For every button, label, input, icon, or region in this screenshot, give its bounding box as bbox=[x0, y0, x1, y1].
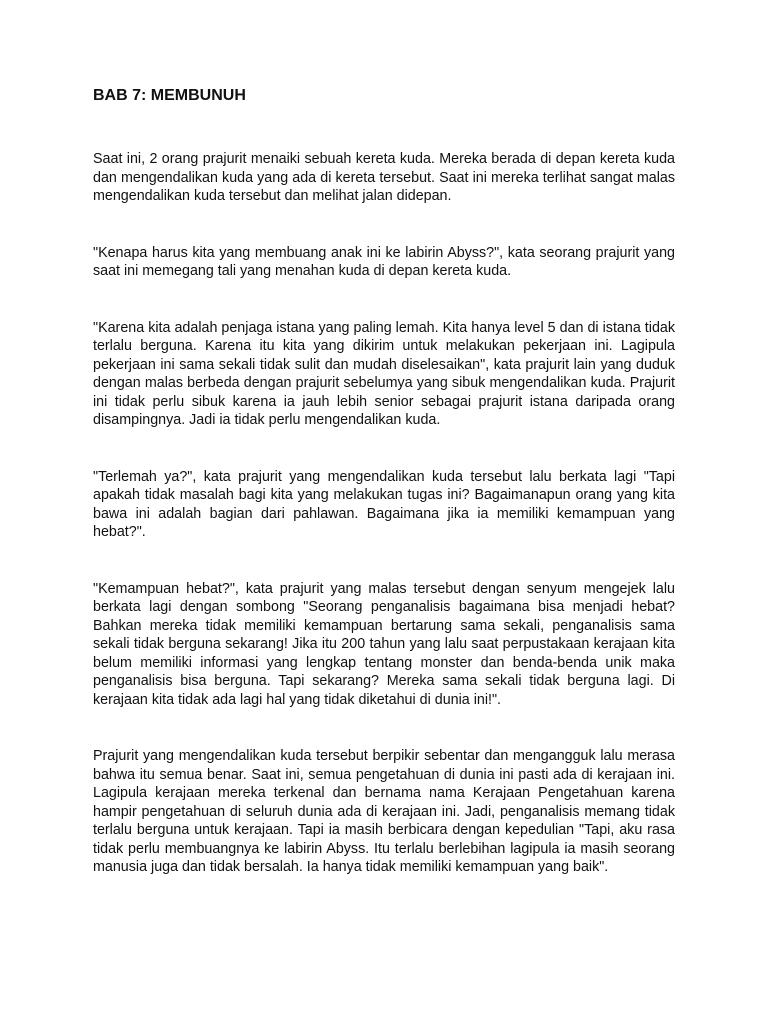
paragraph-6: Prajurit yang mengendalikan kuda tersebut berpikir sebentar dan mengangguk lalu merasa bahwa itu semua benar. Saat ini, semua pengetahuan di dunia ini pasti ada di kerajaan ini. Lagipula kerajaan mereka terkenal dan bernama nama Kerajaan Pengetahuan karena hampir pengetahuan di seluruh dunia ada di kerajaan ini. Jadi, penganalisis memang tidak terlalu berguna untuk kerajaan. Tapi ia masih berbicara dengan kepedulian "Tapi, aku rasa tidak perlu membuangnya ke labirin Abyss. Itu terlalu berlebihan lagipula ia masih seorang manusia juga dan tidak bersalah. Ia hanya tidak memiliki kemampuan yang baik". bbox=[93, 748, 675, 875]
paragraph-2: "Kenapa harus kita yang membuang anak ini ke labirin Abyss?", kata seorang prajurit yang saat ini memegang tali yang menahan kuda di depan kereta kuda. bbox=[93, 244, 675, 279]
chapter-title: BAB 7: MEMBUNUH bbox=[93, 87, 246, 104]
document-page bbox=[93, 86, 675, 915]
paragraph-5: "Kemampuan hebat?", kata prajurit yang malas tersebut dengan senyum mengejek lalu berkata lagi dengan sombong "Seorang penganalisis bagaimana bisa menjadi hebat? Bahkan mereka tidak memiliki kemampuan bertarung sama sekali, penganalisis sama sekali tidak berguna sekarang! Jika itu 200 tahun yang lalu saat perpustakaan kerajaan kita belum memiliki informasi yang lengkap tentang monster dan benda-benda unik maka penganalisis bisa berguna. Tapi sekarang? Mereka sama sekali tidak berguna lagi. Di kerajaan kita tidak ada lagi hal yang tidak diketahui di dunia ini!". bbox=[93, 580, 675, 708]
paragraph-1: Saat ini, 2 orang prajurit menaiki sebuah kereta kuda. Mereka berada di depan kereta kuda dan mengendalikan kuda yang ada di kereta tersebut. Saat ini mereka terlihat sangat malas mengendalikan kuda tersebut dan melihat jalan didepan. bbox=[93, 151, 675, 204]
paragraph-3: "Karena kita adalah penjaga istana yang paling lemah. Kita hanya level 5 dan di istana tidak terlalu berguna. Karena itu kita yang dikirim untuk melakukan pekerjaan ini. Lagipula pekerjaan ini sama sekali tidak sulit dan mudah diselesaikan", kata prajurit lain yang duduk dengan malas berbeda dengan prajurit sebelumya yang sibuk mengendalikan kuda. Prajurit ini tidak perlu sibuk karena ia jauh lebih senior sebagai prajurit istana daripada orang disampingnya. Jadi ia tidak perlu mengendalikan kuda. bbox=[93, 319, 675, 428]
paragraph-4: "Terlemah ya?", kata prajurit yang mengendalikan kuda tersebut lalu berkata lagi "Tapi apakah tidak masalah bagi kita yang melakukan tugas ini? Bagaimanapun orang yang kita bawa ini adalah bagian dari pahlawan. Bagaimana jika ia memiliki kemampuan yang hebat?". bbox=[93, 468, 675, 540]
